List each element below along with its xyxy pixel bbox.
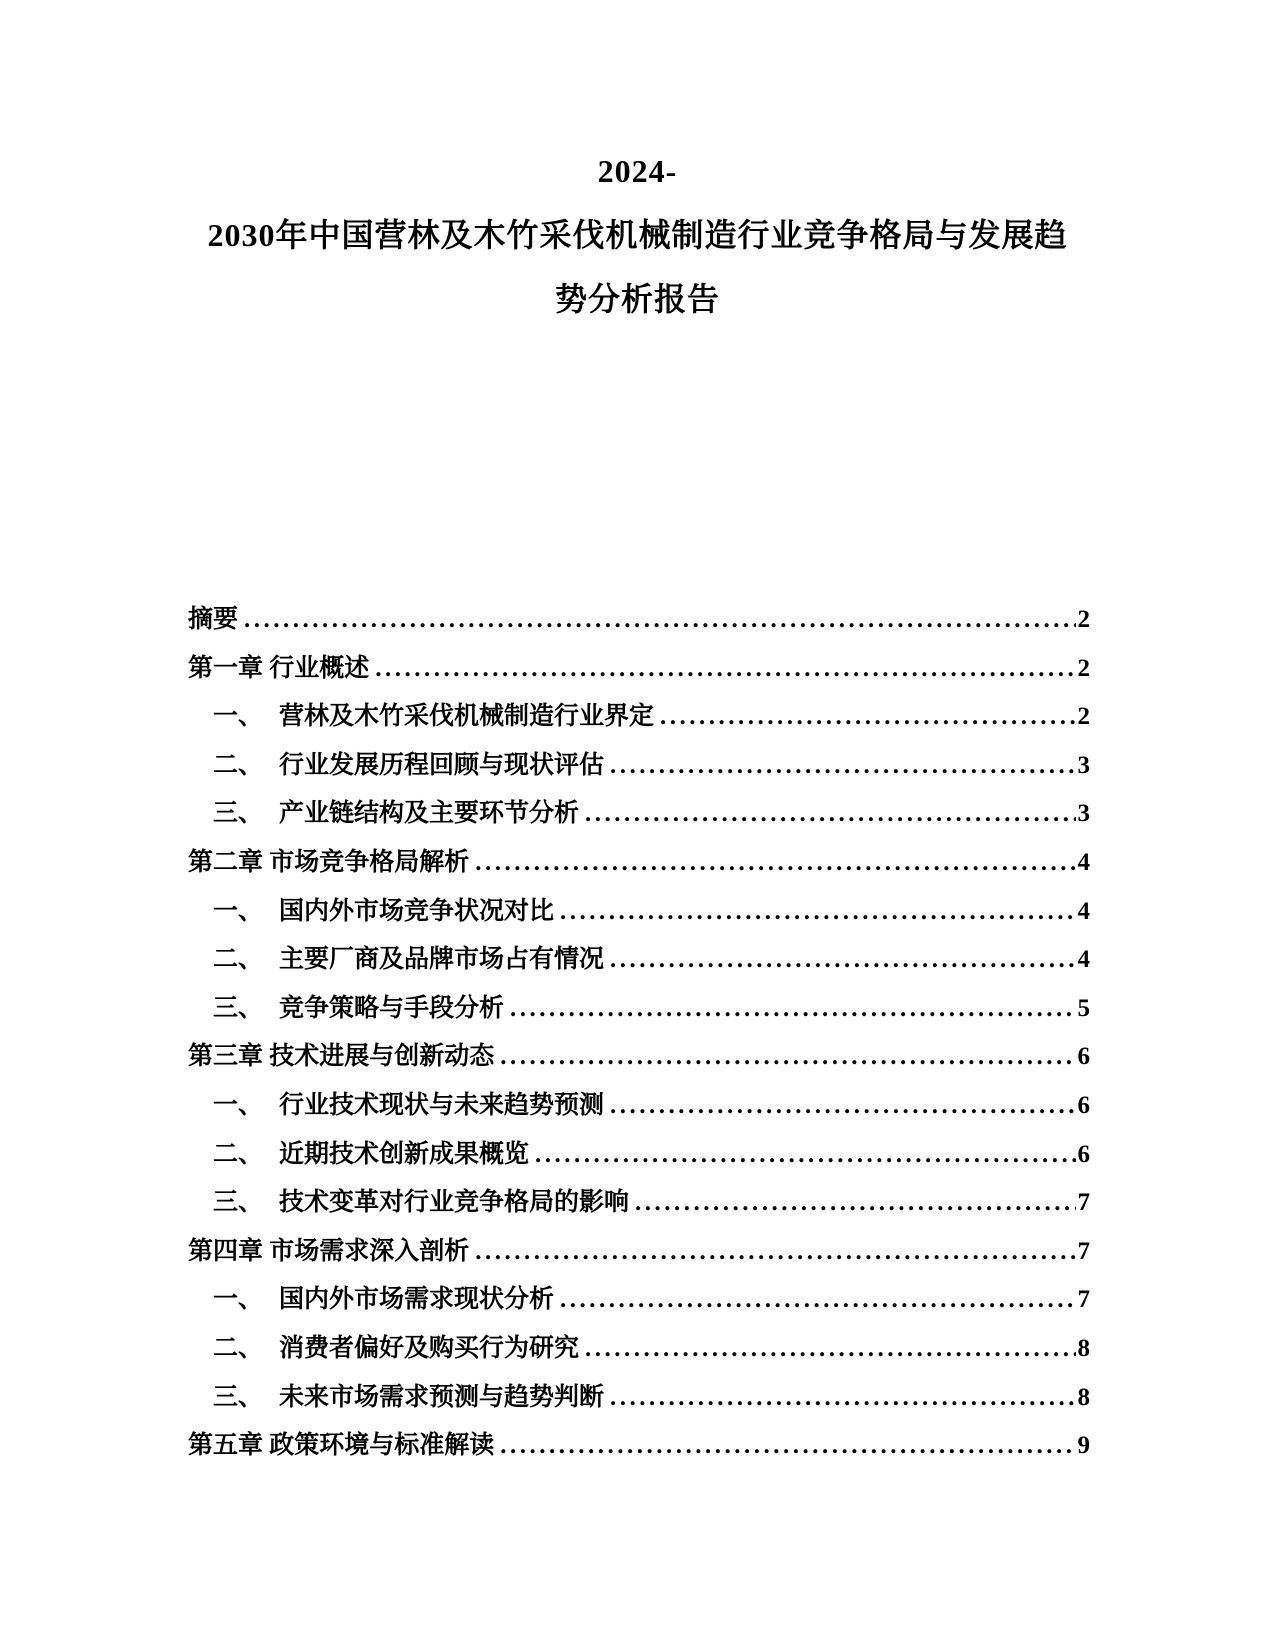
toc-item-label: 摘要 (188, 606, 239, 633)
toc-dot-leader (585, 1325, 1075, 1374)
toc-page-number: 2 (1077, 654, 1090, 682)
toc-row (188, 596, 1090, 645)
toc-row (188, 936, 1090, 985)
toc-row (188, 1374, 1090, 1423)
toc-item-label: 竞争策略与手段分析 (279, 994, 505, 1022)
toc-dot-leader (610, 1374, 1075, 1423)
toc-item-label: 未来市场需求预测与趋势判断 (279, 1383, 605, 1411)
toc-page-number: 6 (1077, 1043, 1090, 1071)
toc-item-label: 主要厂商及品牌市场占有情况 (279, 946, 605, 974)
toc-dot-leader (510, 985, 1075, 1034)
toc-item-label: 国内外市场需求现状分析 (279, 1286, 555, 1314)
toc-item-number: 二、 (213, 1140, 264, 1168)
toc-page-number: 6 (1077, 1140, 1090, 1168)
toc-item-label: 产业链结构及主要环节分析 (279, 800, 580, 828)
toc-item-label: 行业技术现状与未来趋势预测 (279, 1091, 605, 1119)
toc-page-number: 7 (1077, 1189, 1090, 1217)
toc-dot-leader (500, 1422, 1075, 1471)
toc-item-number: 二、 (213, 946, 264, 974)
toc-page-number: 9 (1077, 1432, 1090, 1460)
report-title-line-3: 势分析报告 (554, 281, 720, 317)
toc-dot-leader (610, 1082, 1075, 1131)
toc-item-number: 三、 (213, 800, 264, 828)
toc-dot-leader (535, 1131, 1075, 1180)
toc-row (188, 790, 1090, 839)
toc-page-number: 2 (1077, 606, 1090, 633)
toc-row (188, 645, 1090, 694)
toc-item-label: 技术变革对行业竞争格局的影响 (279, 1189, 630, 1217)
toc-item-number: 一、 (213, 1091, 264, 1119)
toc-dot-leader (375, 645, 1075, 694)
toc-item-label: 国内外市场竞争状况对比 (279, 897, 555, 925)
toc-page-number: 3 (1077, 751, 1090, 779)
toc-page-number: 4 (1077, 848, 1090, 876)
toc-dot-leader (635, 1179, 1075, 1228)
toc-item-label: 近期技术创新成果概览 (279, 1140, 530, 1168)
toc-row (188, 1228, 1090, 1277)
toc-item-label: 第三章 技术进展与创新动态 (188, 1043, 495, 1071)
toc-item-number: 三、 (213, 1189, 264, 1217)
toc-page-number: 7 (1077, 1286, 1090, 1314)
toc-dot-leader (244, 596, 1075, 645)
toc-item-label: 第四章 市场需求深入剖析 (188, 1237, 470, 1265)
toc-item-label: 营林及木竹采伐机械制造行业界定 (279, 703, 655, 731)
toc-row (188, 888, 1090, 937)
toc-row (188, 1131, 1090, 1180)
toc-page-number: 2 (1077, 703, 1090, 731)
toc-dot-leader (475, 839, 1075, 888)
toc-row (188, 1325, 1090, 1374)
toc-page-number: 3 (1077, 800, 1090, 828)
toc-page-number: 4 (1077, 946, 1090, 974)
toc-dot-leader (475, 1228, 1075, 1277)
toc-item-label: 第一章 行业概述 (188, 654, 370, 682)
toc-item-label: 第五章 政策环境与标准解读 (188, 1432, 495, 1460)
toc-item-number: 三、 (213, 1383, 264, 1411)
toc-dot-leader (560, 1276, 1075, 1325)
report-title-line-2: 2030年中国营林及木竹采伐机械制造行业竞争格局与发展趋 (207, 217, 1068, 253)
toc-dot-leader (660, 693, 1075, 742)
toc-dot-leader (610, 936, 1075, 985)
toc-item-number: 一、 (213, 703, 264, 731)
toc-page-number: 8 (1077, 1383, 1090, 1411)
toc-item-number: 一、 (213, 897, 264, 925)
toc-item-number: 二、 (213, 751, 264, 779)
report-title-line-1: 2024- (597, 153, 678, 189)
toc-dot-leader (610, 742, 1075, 791)
toc-page-number: 7 (1077, 1237, 1090, 1265)
toc-row (188, 693, 1090, 742)
toc-row (188, 1276, 1090, 1325)
toc-dot-leader (500, 1033, 1075, 1082)
toc-page-number: 8 (1077, 1334, 1090, 1362)
toc-row (188, 1033, 1090, 1082)
toc-item-label: 消费者偏好及购买行为研究 (279, 1334, 580, 1362)
toc-item-number: 一、 (213, 1286, 264, 1314)
table-of-contents (188, 596, 1090, 1471)
toc-row (188, 742, 1090, 791)
toc-page-number: 5 (1077, 994, 1090, 1022)
toc-item-label: 第二章 市场竞争格局解析 (188, 848, 470, 876)
toc-page-number: 4 (1077, 897, 1090, 925)
toc-row (188, 1422, 1090, 1471)
toc-page-number: 6 (1077, 1091, 1090, 1119)
toc-item-label: 行业发展历程回顾与现状评估 (279, 751, 605, 779)
toc-item-number: 三、 (213, 994, 264, 1022)
toc-dot-leader (585, 790, 1075, 839)
toc-row (188, 1179, 1090, 1228)
toc-dot-leader (560, 888, 1075, 937)
toc-row (188, 985, 1090, 1034)
report-title (60, 139, 1215, 331)
toc-row (188, 1082, 1090, 1131)
toc-item-number: 二、 (213, 1334, 264, 1362)
toc-row (188, 839, 1090, 888)
